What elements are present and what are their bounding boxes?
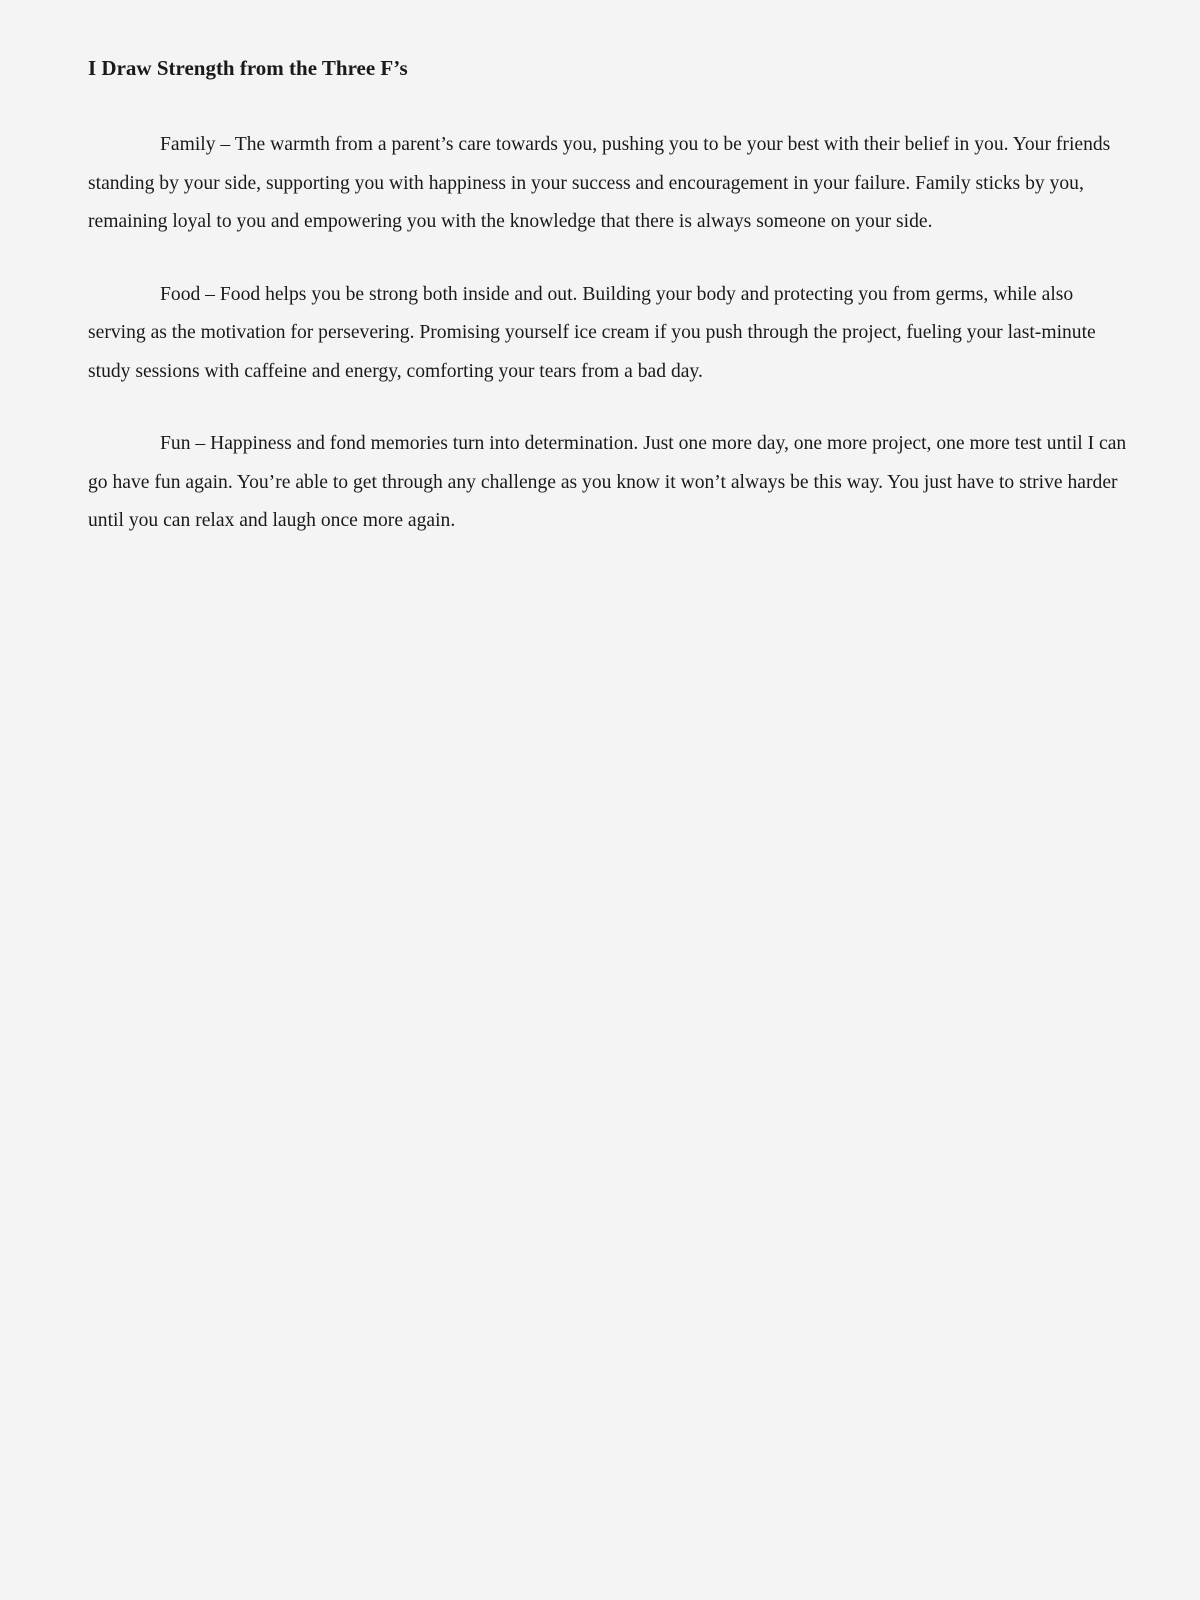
document-title: I Draw Strength from the Three F’s: [88, 56, 408, 80]
paragraph-fun: Fun – Happiness and fond memories turn into determination. Just one more day, one more project, one more test until I can go have fun again. You’re able to get through any challenge as you know it won’t always be this way. You just have to strive harder until you can relax and laugh once more again.: [88, 433, 1127, 531]
paragraph-family: Family – The warmth from a parent’s care towards you, pushing you to be your best with their belief in you. Your friends standing by your side, supporting you with happiness in your success and encouragement in your failure. Family sticks by you, remaining loyal to you and empowering you with the knowledge that there is always someone on your side.: [88, 134, 1111, 232]
paragraph-food: Food – Food helps you be strong both inside and out. Building your body and protecting you from germs, while also serving as the motivation for persevering. Promising yourself ice cream if you push through the project, fueling your last-minute study sessions with caffeine and energy, comforting your tears from a bad day.: [88, 283, 1096, 382]
document-page: [88, 52, 1128, 575]
